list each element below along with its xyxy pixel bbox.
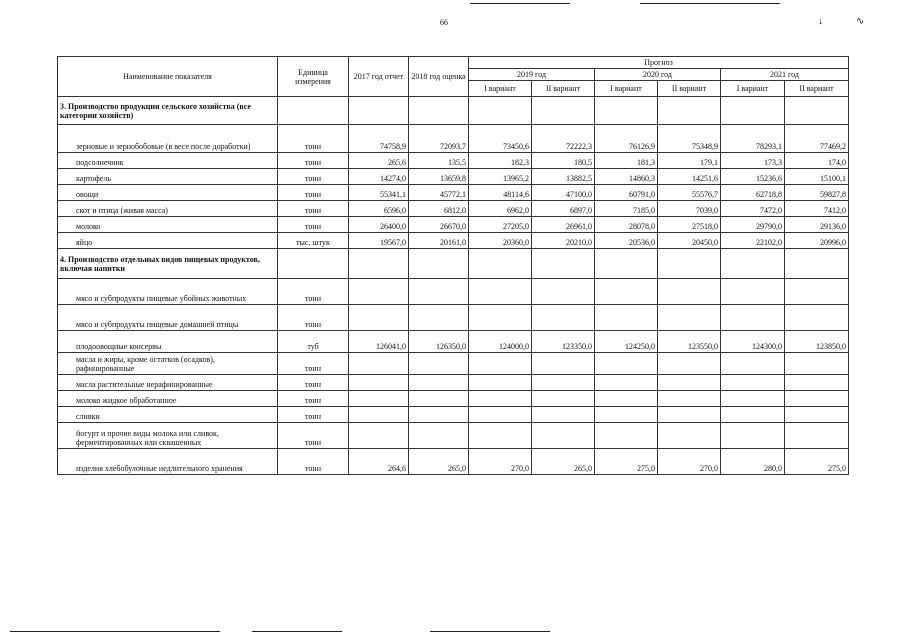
scan-edge-line-bottom	[10, 631, 220, 632]
scan-mark: ∿	[856, 16, 865, 27]
value-cell: 7412,0	[785, 201, 849, 217]
value-cell: 265,6	[349, 153, 409, 169]
value-cell	[785, 353, 849, 375]
row-unit: тонн	[278, 279, 349, 305]
value-cell: 20536,0	[595, 233, 658, 249]
empty-cell	[349, 249, 409, 279]
value-cell	[349, 305, 409, 331]
value-cell	[595, 353, 658, 375]
value-cell: 181,3	[595, 153, 658, 169]
value-cell: 123350,0	[532, 331, 595, 353]
value-cell: 123850,0	[785, 331, 849, 353]
value-cell	[409, 305, 469, 331]
empty-cell	[658, 97, 721, 125]
value-cell	[532, 423, 595, 449]
empty-cell	[278, 97, 349, 125]
value-cell	[785, 279, 849, 305]
value-cell: 27518,0	[658, 217, 721, 233]
value-cell: 28078,0	[595, 217, 658, 233]
value-cell: 270,0	[469, 449, 532, 475]
value-cell: 29136,0	[785, 217, 849, 233]
empty-cell	[721, 97, 785, 125]
table-body	[58, 97, 849, 475]
value-cell	[409, 353, 469, 375]
section-title: 4. Производство отдельных видов пищевых продуктов, включая напитки	[58, 249, 278, 279]
value-cell	[595, 423, 658, 449]
value-cell	[785, 375, 849, 391]
value-cell	[409, 279, 469, 305]
row-unit: тыс. штук	[278, 233, 349, 249]
value-cell: 7039,0	[658, 201, 721, 217]
value-cell: 59827,8	[785, 185, 849, 201]
table-row	[58, 353, 849, 375]
row-unit: тонн	[278, 375, 349, 391]
table-row	[58, 423, 849, 449]
value-cell: 55576,7	[658, 185, 721, 201]
value-cell: 6962,0	[469, 201, 532, 217]
table-row	[58, 125, 849, 153]
value-cell: 26961,0	[532, 217, 595, 233]
value-cell: 72093,7	[409, 125, 469, 153]
value-cell: 15236,6	[721, 169, 785, 185]
value-cell	[721, 375, 785, 391]
table-row	[58, 279, 849, 305]
header-2018: 2018 год оценка	[409, 57, 469, 97]
value-cell	[721, 391, 785, 407]
value-cell	[349, 407, 409, 423]
value-cell: 126350,0	[409, 331, 469, 353]
value-cell: 60791,0	[595, 185, 658, 201]
value-cell: 15100,1	[785, 169, 849, 185]
header-variant-1: I вариант	[595, 81, 658, 97]
table-row	[58, 305, 849, 331]
value-cell	[595, 279, 658, 305]
value-cell	[469, 305, 532, 331]
value-cell	[409, 391, 469, 407]
value-cell	[595, 407, 658, 423]
value-cell	[532, 353, 595, 375]
value-cell: 55341,1	[349, 185, 409, 201]
value-cell	[349, 279, 409, 305]
table-row	[58, 391, 849, 407]
row-name: скот и птица (живая масса)	[58, 201, 278, 217]
section-title: 3. Производство продукции сельского хозяйства (все категории хозяйств)	[58, 97, 278, 125]
value-cell: 6812,0	[409, 201, 469, 217]
row-name: зерновые и зернобобовые (в весе после доработки)	[58, 125, 278, 153]
value-cell: 270,0	[658, 449, 721, 475]
row-unit: туб	[278, 331, 349, 353]
value-cell	[721, 305, 785, 331]
value-cell: 264,6	[349, 449, 409, 475]
value-cell: 78293,1	[721, 125, 785, 153]
table-row	[58, 331, 849, 353]
value-cell: 173,3	[721, 153, 785, 169]
value-cell: 73450,6	[469, 125, 532, 153]
value-cell: 6596,0	[349, 201, 409, 217]
value-cell	[349, 423, 409, 449]
page-number: 66	[440, 18, 448, 27]
row-name: овощи	[58, 185, 278, 201]
row-unit: тонн	[278, 185, 349, 201]
value-cell	[658, 391, 721, 407]
value-cell: 13965,2	[469, 169, 532, 185]
value-cell: 19567,0	[349, 233, 409, 249]
value-cell: 174,0	[785, 153, 849, 169]
row-unit: тонн	[278, 449, 349, 475]
forecast-table	[57, 56, 849, 475]
row-name: масла и жиры, кроме остатков (осадков), рафинированные	[58, 353, 278, 375]
value-cell	[532, 391, 595, 407]
table-row	[58, 169, 849, 185]
header-2021: 2021 год	[721, 69, 849, 81]
value-cell: 20450,0	[658, 233, 721, 249]
value-cell: 20360,0	[469, 233, 532, 249]
header-2017: 2017 год отчет	[349, 57, 409, 97]
empty-cell	[409, 97, 469, 125]
value-cell: 180,5	[532, 153, 595, 169]
empty-cell	[785, 249, 849, 279]
empty-cell	[469, 249, 532, 279]
value-cell	[409, 407, 469, 423]
value-cell: 77469,2	[785, 125, 849, 153]
value-cell	[469, 353, 532, 375]
row-unit: тонн	[278, 125, 349, 153]
empty-cell	[278, 249, 349, 279]
row-name: сливки	[58, 407, 278, 423]
value-cell	[349, 375, 409, 391]
header-variant-1: I вариант	[721, 81, 785, 97]
value-cell: 6897,0	[532, 201, 595, 217]
value-cell: 74758,9	[349, 125, 409, 153]
value-cell	[658, 407, 721, 423]
value-cell	[785, 407, 849, 423]
value-cell	[785, 305, 849, 331]
empty-cell	[595, 97, 658, 125]
value-cell: 75348,9	[658, 125, 721, 153]
empty-cell	[785, 97, 849, 125]
header-variant-2: II вариант	[532, 81, 595, 97]
value-cell: 20161,0	[409, 233, 469, 249]
row-name: масла растительные нерафинированные	[58, 375, 278, 391]
value-cell	[469, 375, 532, 391]
header-2019: 2019 год	[469, 69, 595, 81]
row-name: подсолнечник	[58, 153, 278, 169]
value-cell	[785, 391, 849, 407]
empty-cell	[532, 249, 595, 279]
value-cell	[595, 375, 658, 391]
value-cell: 26400,0	[349, 217, 409, 233]
value-cell	[721, 279, 785, 305]
row-unit: тонн	[278, 201, 349, 217]
scan-edge-line-bottom	[252, 631, 342, 632]
value-cell	[658, 423, 721, 449]
value-cell	[721, 407, 785, 423]
empty-cell	[409, 249, 469, 279]
header-variant-1: I вариант	[469, 81, 532, 97]
value-cell	[409, 375, 469, 391]
table-row	[58, 407, 849, 423]
value-cell: 124250,0	[595, 331, 658, 353]
value-cell: 14274,0	[349, 169, 409, 185]
header-unit: Единица измерения	[278, 57, 349, 97]
empty-cell	[658, 249, 721, 279]
scan-edge-line-top-right	[640, 3, 780, 4]
value-cell: 280,0	[721, 449, 785, 475]
table-row	[58, 233, 849, 249]
value-cell: 124000,0	[469, 331, 532, 353]
row-unit: тонн	[278, 407, 349, 423]
value-cell: 13659,8	[409, 169, 469, 185]
value-cell: 29790,0	[721, 217, 785, 233]
value-cell	[721, 423, 785, 449]
value-cell	[349, 353, 409, 375]
value-cell	[595, 305, 658, 331]
row-unit: тонн	[278, 391, 349, 407]
value-cell: 182,3	[469, 153, 532, 169]
table-row	[58, 201, 849, 217]
value-cell: 76126,9	[595, 125, 658, 153]
value-cell: 48114,6	[469, 185, 532, 201]
row-name: молоко	[58, 217, 278, 233]
row-name: йогурт и прочие виды молока или сливок, ферментированных или сквашенных	[58, 423, 278, 449]
value-cell: 47100,0	[532, 185, 595, 201]
value-cell	[469, 391, 532, 407]
value-cell: 265,0	[532, 449, 595, 475]
value-cell	[469, 423, 532, 449]
value-cell	[658, 353, 721, 375]
header-name: Наименование показателя	[58, 57, 278, 97]
row-name: изделия хлебобулочные недлительного хранения	[58, 449, 278, 475]
value-cell	[469, 279, 532, 305]
value-cell	[409, 423, 469, 449]
value-cell: 126041,0	[349, 331, 409, 353]
row-unit: тонн	[278, 305, 349, 331]
row-name: картофель	[58, 169, 278, 185]
empty-cell	[349, 97, 409, 125]
value-cell	[532, 279, 595, 305]
value-cell: 275,0	[785, 449, 849, 475]
table-row	[58, 375, 849, 391]
value-cell: 265,0	[409, 449, 469, 475]
value-cell: 20210,0	[532, 233, 595, 249]
row-unit: тонн	[278, 153, 349, 169]
row-name: молоко жидкое обработанное	[58, 391, 278, 407]
scan-mark: ↓	[818, 16, 823, 27]
row-unit: тонн	[278, 423, 349, 449]
scan-edge-line-top	[470, 3, 570, 4]
scan-edge-line-bottom	[430, 631, 550, 632]
value-cell	[469, 407, 532, 423]
empty-cell	[532, 97, 595, 125]
value-cell: 22102,0	[721, 233, 785, 249]
header-variant-2: II вариант	[658, 81, 721, 97]
header-2020: 2020 год	[595, 69, 721, 81]
section-row	[58, 97, 849, 125]
value-cell	[658, 305, 721, 331]
row-name: плодоовощные консервы	[58, 331, 278, 353]
header-forecast: Прогноз	[469, 57, 849, 69]
value-cell: 275,0	[595, 449, 658, 475]
empty-cell	[595, 249, 658, 279]
value-cell: 135,5	[409, 153, 469, 169]
value-cell: 26670,0	[409, 217, 469, 233]
row-unit: тонн	[278, 353, 349, 375]
value-cell: 14251,6	[658, 169, 721, 185]
value-cell	[532, 407, 595, 423]
row-name: мясо и субпродукты пищевые убойных животных	[58, 279, 278, 305]
value-cell: 7472,0	[721, 201, 785, 217]
row-name: мясо и субпродукты пищевые домашней птицы	[58, 305, 278, 331]
value-cell: 13882,5	[532, 169, 595, 185]
value-cell: 124300,0	[721, 331, 785, 353]
row-name: яйцо	[58, 233, 278, 249]
value-cell: 179,1	[658, 153, 721, 169]
row-unit: тонн	[278, 217, 349, 233]
value-cell	[595, 391, 658, 407]
empty-cell	[469, 97, 532, 125]
value-cell	[721, 353, 785, 375]
row-unit: тонн	[278, 169, 349, 185]
value-cell	[532, 375, 595, 391]
value-cell: 72222,3	[532, 125, 595, 153]
table-row	[58, 185, 849, 201]
empty-cell	[721, 249, 785, 279]
value-cell: 62718,8	[721, 185, 785, 201]
table-row	[58, 217, 849, 233]
table-row	[58, 449, 849, 475]
value-cell: 7185,0	[595, 201, 658, 217]
value-cell	[349, 391, 409, 407]
table-row	[58, 153, 849, 169]
value-cell: 123550,0	[658, 331, 721, 353]
value-cell	[658, 375, 721, 391]
value-cell: 14860,3	[595, 169, 658, 185]
value-cell: 45772,1	[409, 185, 469, 201]
value-cell: 20996,0	[785, 233, 849, 249]
value-cell: 27205,0	[469, 217, 532, 233]
value-cell	[658, 279, 721, 305]
section-row	[58, 249, 849, 279]
header-variant-2: II вариант	[785, 81, 849, 97]
value-cell	[785, 423, 849, 449]
value-cell	[532, 305, 595, 331]
